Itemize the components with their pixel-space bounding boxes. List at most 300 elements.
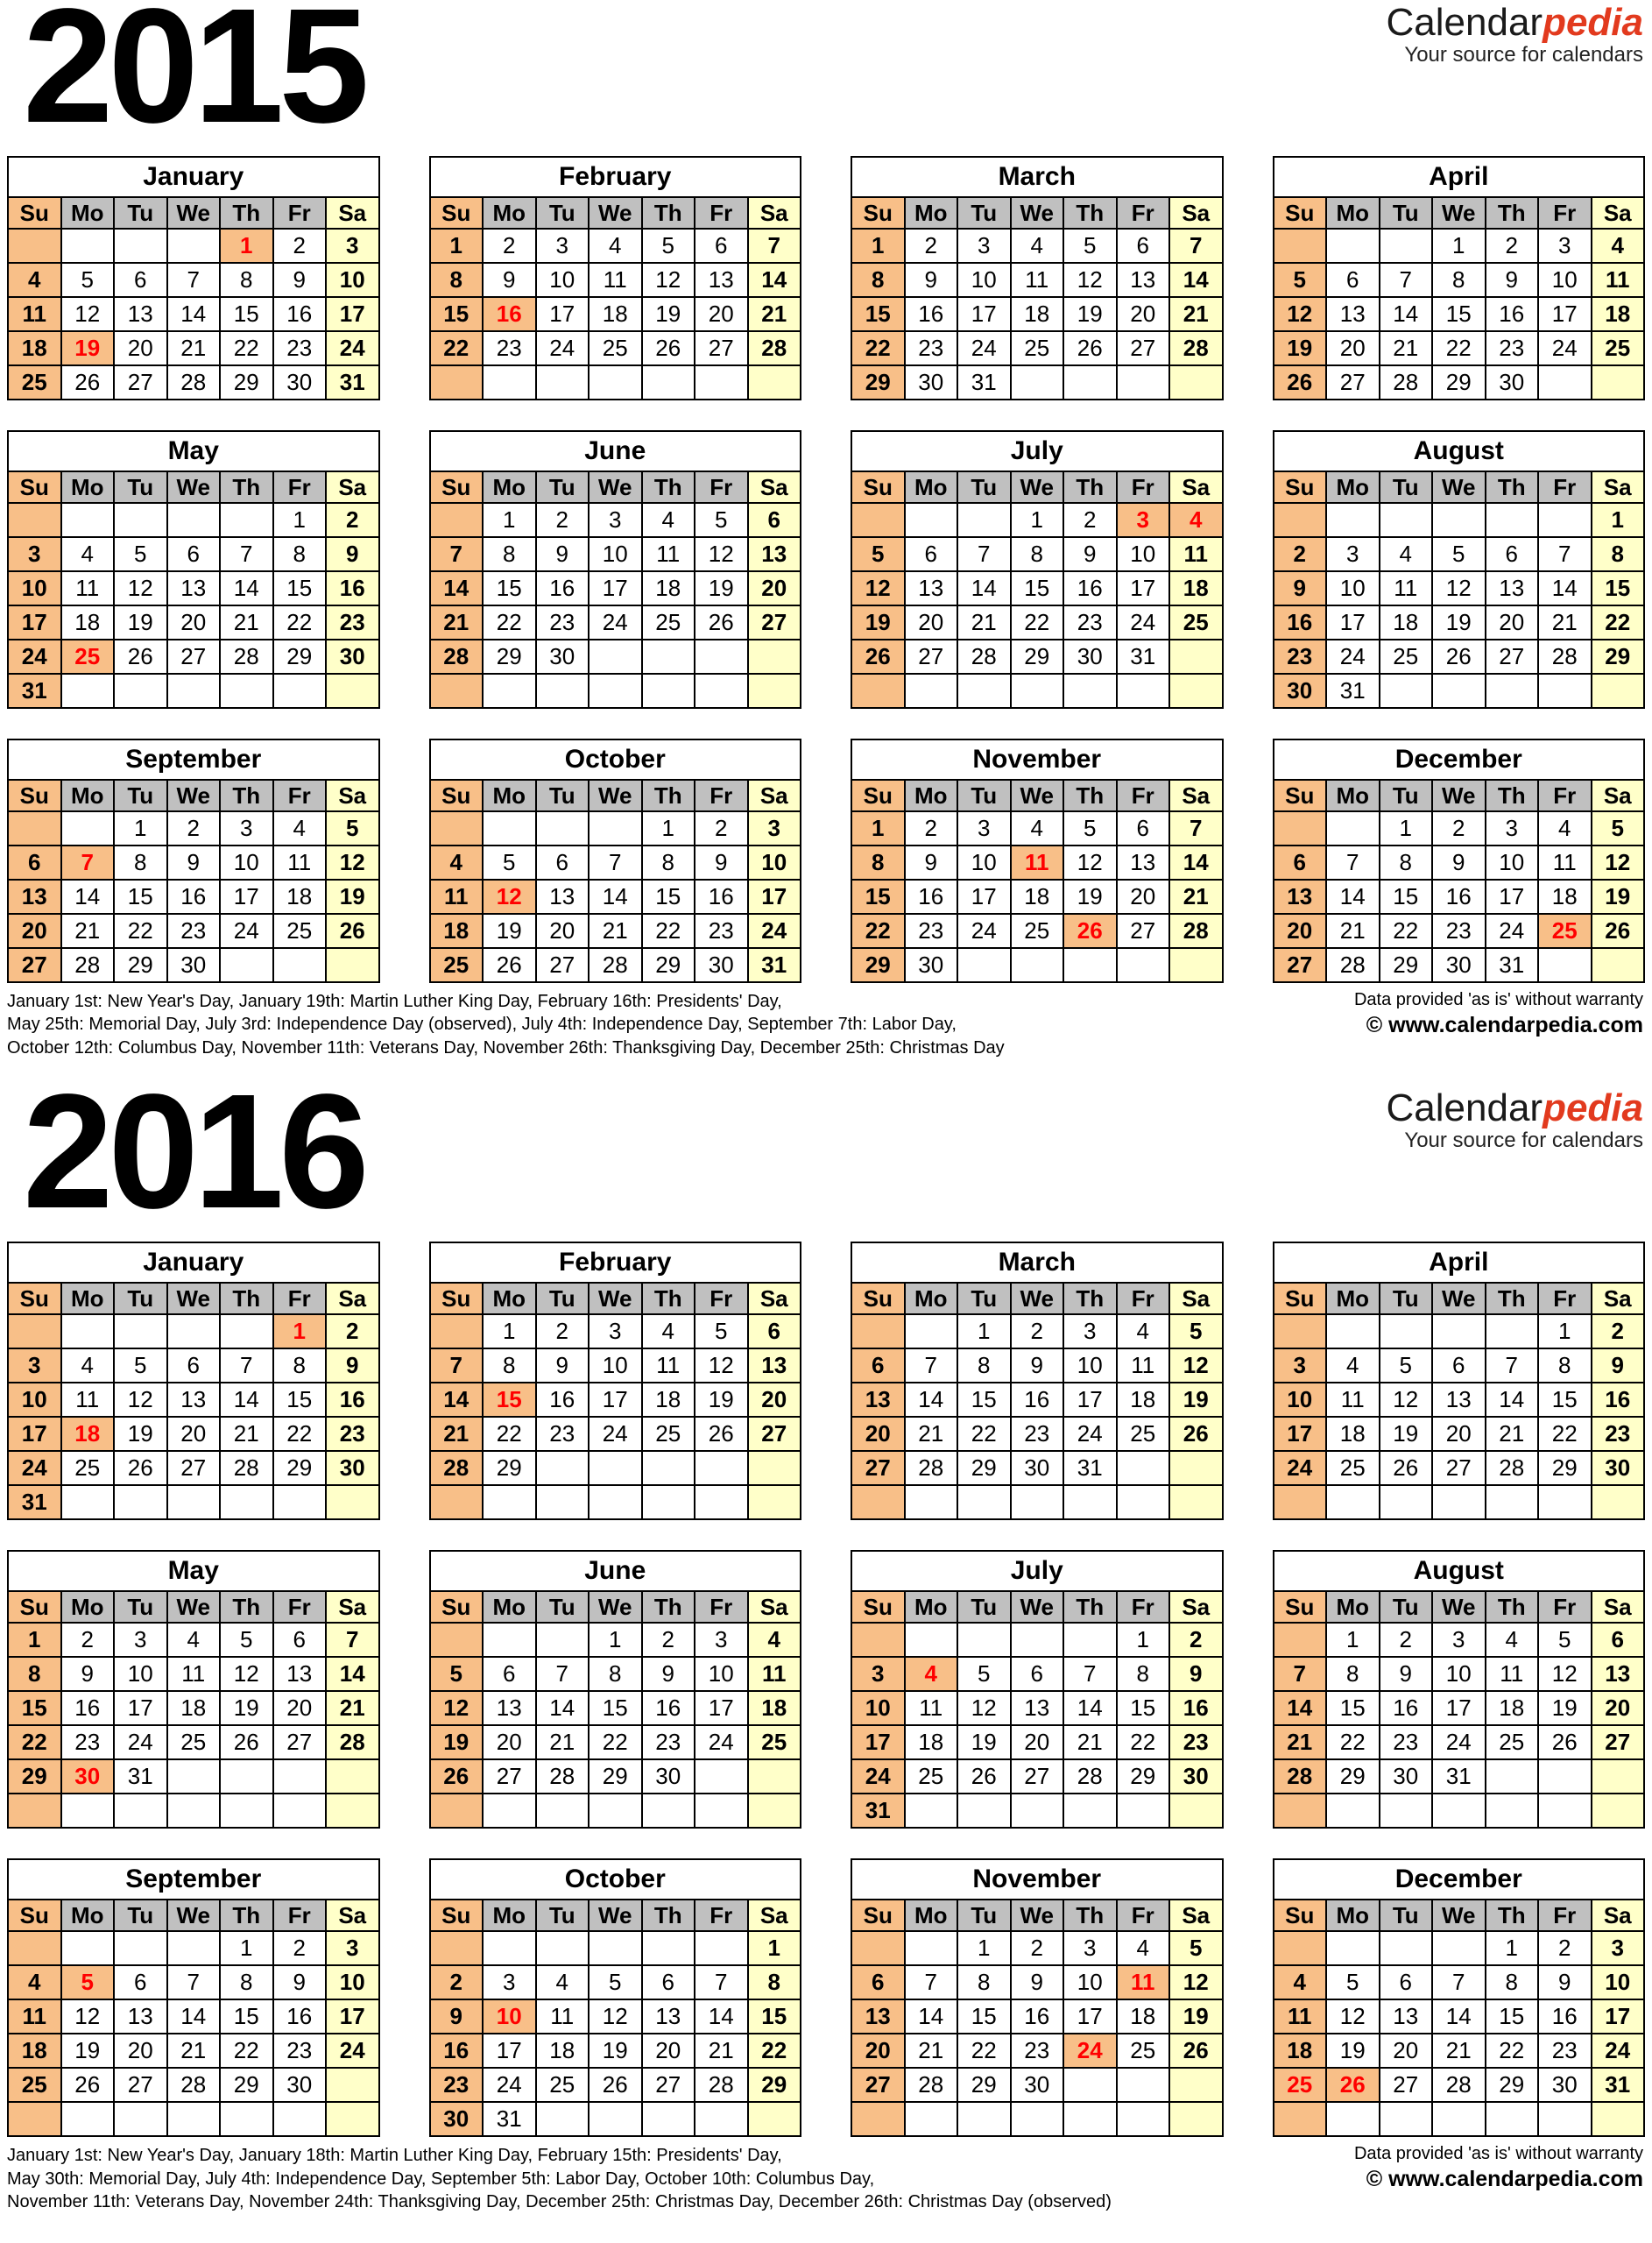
day-cell: 16 (1063, 571, 1117, 605)
day-cell: 17 (851, 1725, 905, 1759)
day-cell: 4 (273, 811, 327, 846)
day-cell-empty (61, 811, 115, 846)
dow-header-tu: Tu (536, 197, 589, 229)
dow-header-fr: Fr (1117, 1283, 1170, 1314)
day-cell: 20 (114, 331, 167, 365)
day-cell-empty (1486, 1794, 1539, 1828)
day-cell-empty (1380, 503, 1433, 537)
day-cell: 24 (748, 914, 801, 948)
day-cell-empty (1326, 1485, 1380, 1519)
month-table-april (1273, 156, 1646, 400)
day-cell: 27 (851, 2068, 905, 2102)
day-cell: 29 (851, 365, 905, 400)
day-cell: 27 (8, 948, 61, 982)
day-cell: 11 (273, 846, 327, 880)
dow-header-sa: Sa (748, 1283, 801, 1314)
day-cell: 27 (167, 1451, 221, 1485)
day-cell: 28 (1326, 948, 1380, 982)
day-cell: 22 (483, 1417, 536, 1451)
day-cell: 8 (1326, 1657, 1380, 1691)
day-cell-empty (1380, 674, 1433, 708)
dow-header-we: We (1432, 471, 1486, 503)
day-cell-empty (8, 2102, 61, 2136)
day-cell: 26 (957, 1759, 1011, 1794)
day-cell: 22 (748, 2034, 801, 2068)
day-cell: 13 (1380, 1999, 1433, 2034)
day-cell: 14 (220, 571, 273, 605)
day-cell: 29 (483, 1451, 536, 1485)
dow-header-th: Th (642, 1283, 695, 1314)
day-cell: 3 (1063, 1931, 1117, 1965)
day-cell: 20 (1486, 605, 1539, 640)
day-cell: 2 (61, 1623, 115, 1657)
day-cell: 27 (1432, 1451, 1486, 1485)
dow-header-th: Th (1063, 1591, 1117, 1623)
day-cell: 29 (114, 948, 167, 982)
day-cell: 6 (8, 846, 61, 880)
day-cell-empty (167, 2102, 221, 2136)
day-cell: 1 (220, 1931, 273, 1965)
day-cell: 9 (536, 537, 589, 571)
day-cell: 9 (1432, 846, 1486, 880)
day-cell: 1 (1380, 811, 1433, 846)
dow-header-sa: Sa (1169, 1283, 1223, 1314)
day-cell: 17 (1592, 1999, 1645, 2034)
day-cell: 3 (8, 537, 61, 571)
day-cell: 13 (1117, 263, 1170, 297)
day-cell: 7 (220, 1348, 273, 1383)
dow-header-fr: Fr (695, 471, 748, 503)
day-cell: 12 (114, 571, 167, 605)
day-cell: 20 (1117, 297, 1170, 331)
day-cell: 7 (1063, 1657, 1117, 1691)
dow-header-su: Su (851, 471, 905, 503)
day-cell: 10 (851, 1691, 905, 1725)
day-cell-empty (1063, 2102, 1117, 2136)
day-cell: 22 (8, 1725, 61, 1759)
day-cell: 21 (1432, 2034, 1486, 2068)
dow-header-sa: Sa (1169, 1900, 1223, 1931)
day-cell: 17 (589, 1383, 642, 1417)
day-cell: 12 (1169, 1348, 1223, 1383)
day-cell: 19 (61, 2034, 115, 2068)
day-cell-empty (61, 503, 115, 537)
day-cell: 9 (326, 537, 379, 571)
day-cell-empty (326, 2102, 379, 2136)
day-cell: 26 (1063, 331, 1117, 365)
day-cell-empty (1380, 1314, 1433, 1348)
day-cell: 6 (1432, 1348, 1486, 1383)
day-cell: 29 (273, 640, 327, 674)
day-cell: 25 (1169, 605, 1223, 640)
day-cell-empty (905, 2102, 958, 2136)
day-cell: 19 (851, 605, 905, 640)
day-cell: 15 (430, 297, 484, 331)
dow-header-su: Su (430, 197, 484, 229)
dow-header-su: Su (430, 780, 484, 811)
year-header-2016 (7, 1061, 1645, 1243)
dow-header-we: We (1011, 1283, 1064, 1314)
dow-header-fr: Fr (1538, 1900, 1592, 1931)
day-cell: 31 (8, 1485, 61, 1519)
day-cell: 18 (589, 297, 642, 331)
day-cell: 21 (167, 331, 221, 365)
day-cell-empty (483, 1931, 536, 1965)
day-cell: 9 (483, 263, 536, 297)
dow-header-we: We (1432, 780, 1486, 811)
day-cell-empty (114, 1794, 167, 1828)
dow-header-we: We (1432, 1900, 1486, 1931)
day-cell: 29 (1117, 1759, 1170, 1794)
day-cell: 6 (1117, 229, 1170, 263)
day-cell: 14 (1063, 1691, 1117, 1725)
day-cell: 13 (167, 571, 221, 605)
day-cell: 18 (8, 331, 61, 365)
dow-header-mo: Mo (61, 197, 115, 229)
day-cell-empty (1063, 365, 1117, 400)
day-cell: 1 (1011, 503, 1064, 537)
day-cell: 22 (430, 331, 484, 365)
day-cell: 19 (1538, 1691, 1592, 1725)
dow-header-tu: Tu (1380, 780, 1433, 811)
month-title: March (851, 157, 1223, 197)
day-cell: 8 (748, 1965, 801, 1999)
warranty-note: Data provided 'as is' without warranty (1353, 990, 1643, 1009)
day-cell: 30 (273, 2068, 327, 2102)
day-cell-empty (1592, 2102, 1645, 2136)
day-cell-empty (851, 1314, 905, 1348)
logo-brand (1386, 1, 1643, 44)
day-cell: 4 (1117, 1931, 1170, 1965)
day-cell-empty (1592, 948, 1645, 982)
day-cell: 14 (536, 1691, 589, 1725)
day-cell-empty (430, 1794, 484, 1828)
day-cell-empty (642, 1794, 695, 1828)
day-cell: 5 (1326, 1965, 1380, 1999)
day-cell: 25 (589, 331, 642, 365)
day-cell: 12 (1326, 1999, 1380, 2034)
day-cell-empty (1380, 2102, 1433, 2136)
day-cell-empty (1592, 1485, 1645, 1519)
day-cell: 17 (1063, 1999, 1117, 2034)
year-footer-2016 (7, 2144, 1645, 2213)
day-cell: 6 (1326, 263, 1380, 297)
day-cell: 17 (326, 1999, 379, 2034)
day-cell: 18 (1326, 1417, 1380, 1451)
day-cell: 7 (905, 1965, 958, 1999)
day-cell: 8 (1380, 846, 1433, 880)
day-cell: 27 (1486, 640, 1539, 674)
day-cell: 27 (1117, 914, 1170, 948)
day-cell: 4 (589, 229, 642, 263)
day-cell: 1 (957, 1931, 1011, 1965)
day-cell: 26 (1274, 365, 1327, 400)
legend-line: May 25th: Memorial Day, July 3rd: Independence Day (observed), July 4th: Independence Day, September 7th: Labor Day, (7, 1015, 957, 1035)
day-cell: 26 (326, 914, 379, 948)
dow-header-mo: Mo (61, 780, 115, 811)
day-cell: 28 (1063, 1759, 1117, 1794)
day-cell: 12 (1592, 846, 1645, 880)
day-cell: 30 (326, 1451, 379, 1485)
day-cell: 15 (273, 571, 327, 605)
day-cell: 17 (483, 2034, 536, 2068)
day-cell: 24 (957, 331, 1011, 365)
day-cell-empty (748, 365, 801, 400)
day-cell: 19 (1169, 1383, 1223, 1417)
day-cell: 6 (536, 846, 589, 880)
day-cell: 24 (1486, 914, 1539, 948)
day-cell: 24 (1117, 605, 1170, 640)
dow-header-th: Th (220, 1283, 273, 1314)
day-cell: 10 (220, 846, 273, 880)
day-cell: 9 (1011, 1348, 1064, 1383)
day-cell-empty (430, 503, 484, 537)
day-cell: 8 (1011, 537, 1064, 571)
dow-header-th: Th (220, 471, 273, 503)
day-cell-empty (167, 674, 221, 708)
day-cell: 9 (1486, 263, 1539, 297)
day-cell: 12 (589, 1999, 642, 2034)
day-cell: 27 (905, 640, 958, 674)
day-cell-empty (536, 1931, 589, 1965)
day-cell-empty (1486, 1314, 1539, 1348)
day-cell-empty (589, 1485, 642, 1519)
dow-header-sa: Sa (748, 197, 801, 229)
dow-header-we: We (589, 1591, 642, 1623)
day-cell: 1 (589, 1623, 642, 1657)
day-cell-empty (8, 1794, 61, 1828)
day-cell-empty (642, 365, 695, 400)
day-cell: 3 (1274, 1348, 1327, 1383)
dow-header-sa: Sa (1592, 197, 1645, 229)
dow-header-th: Th (220, 780, 273, 811)
day-cell: 11 (1486, 1657, 1539, 1691)
day-cell: 7 (1169, 229, 1223, 263)
dow-header-fr: Fr (273, 1283, 327, 1314)
dow-header-sa: Sa (1169, 780, 1223, 811)
dow-header-mo: Mo (1326, 471, 1380, 503)
day-cell-empty (1117, 2068, 1170, 2102)
day-cell: 15 (957, 1383, 1011, 1417)
day-cell: 29 (1592, 640, 1645, 674)
day-cell: 9 (61, 1657, 115, 1691)
dow-header-th: Th (642, 1591, 695, 1623)
day-cell: 15 (114, 880, 167, 914)
month-title: September (8, 1859, 379, 1900)
day-cell: 27 (1326, 365, 1380, 400)
day-cell: 26 (1380, 1451, 1433, 1485)
day-cell-empty (957, 2102, 1011, 2136)
dow-header-tu: Tu (957, 1591, 1011, 1623)
dow-header-we: We (1432, 1591, 1486, 1623)
day-cell: 31 (1117, 640, 1170, 674)
month-title: July (851, 1551, 1223, 1591)
dow-header-sa: Sa (1169, 197, 1223, 229)
day-cell: 13 (905, 571, 958, 605)
day-cell: 22 (589, 1725, 642, 1759)
day-cell-empty (957, 948, 1011, 982)
day-cell-empty (851, 1623, 905, 1657)
dow-header-tu: Tu (114, 197, 167, 229)
day-cell: 9 (167, 846, 221, 880)
dow-header-sa: Sa (1169, 1591, 1223, 1623)
month-table-november (851, 739, 1224, 983)
day-cell: 6 (114, 263, 167, 297)
day-cell: 15 (1380, 880, 1433, 914)
day-cell: 4 (430, 846, 484, 880)
day-cell: 20 (1326, 331, 1380, 365)
dow-header-su: Su (8, 471, 61, 503)
day-cell: 6 (748, 503, 801, 537)
dow-header-sa: Sa (326, 1591, 379, 1623)
day-cell: 6 (1274, 846, 1327, 880)
day-cell: 21 (1486, 1417, 1539, 1451)
day-cell: 2 (1011, 1931, 1064, 1965)
day-cell: 8 (851, 846, 905, 880)
day-cell-empty (589, 1794, 642, 1828)
day-cell-empty (326, 1759, 379, 1794)
day-cell: 29 (1380, 948, 1433, 982)
day-cell: 10 (8, 571, 61, 605)
day-cell-empty (1117, 2102, 1170, 2136)
day-cell: 16 (1274, 605, 1327, 640)
day-cell: 23 (695, 914, 748, 948)
day-cell-empty (1117, 365, 1170, 400)
day-cell-empty (326, 948, 379, 982)
day-cell: 29 (642, 948, 695, 982)
day-cell: 20 (1592, 1691, 1645, 1725)
day-cell: 3 (695, 1623, 748, 1657)
day-cell: 10 (8, 1383, 61, 1417)
day-cell: 9 (1380, 1657, 1433, 1691)
day-cell: 13 (1274, 880, 1327, 914)
dow-header-fr: Fr (1117, 197, 1170, 229)
day-cell: 9 (905, 846, 958, 880)
day-cell-empty (695, 365, 748, 400)
dow-header-su: Su (1274, 1591, 1327, 1623)
dow-header-sa: Sa (326, 1283, 379, 1314)
day-cell: 2 (695, 811, 748, 846)
day-cell: 16 (1486, 297, 1539, 331)
day-cell: 21 (326, 1691, 379, 1725)
legend-line: October 12th: Columbus Day, November 11th: Veterans Day, November 26th: Thanksgiving Day, December 25th: Christmas Day (7, 1037, 1005, 1058)
day-cell: 10 (957, 263, 1011, 297)
day-cell-empty (1380, 1485, 1433, 1519)
day-cell: 19 (114, 1417, 167, 1451)
day-cell: 20 (483, 1725, 536, 1759)
day-cell: 26 (1169, 2034, 1223, 2068)
day-cell: 1 (273, 1314, 327, 1348)
month-table-february (429, 1242, 802, 1520)
day-cell: 20 (905, 605, 958, 640)
day-cell: 17 (8, 605, 61, 640)
day-cell-empty (1063, 1794, 1117, 1828)
dow-header-tu: Tu (114, 471, 167, 503)
day-cell: 25 (1486, 1725, 1539, 1759)
day-cell-empty (1326, 1794, 1380, 1828)
dow-header-we: We (589, 1900, 642, 1931)
day-cell: 12 (61, 297, 115, 331)
day-cell: 27 (1274, 948, 1327, 982)
day-cell: 23 (1432, 914, 1486, 948)
dow-header-th: Th (220, 1900, 273, 1931)
day-cell: 13 (114, 297, 167, 331)
month-table-september (7, 739, 380, 983)
day-cell: 14 (220, 1383, 273, 1417)
day-cell: 22 (1011, 605, 1064, 640)
day-cell-empty (1592, 1759, 1645, 1794)
day-cell: 11 (1169, 537, 1223, 571)
dow-header-fr: Fr (695, 197, 748, 229)
day-cell: 10 (1592, 1965, 1645, 1999)
dow-header-su: Su (8, 1900, 61, 1931)
day-cell: 14 (695, 1999, 748, 2034)
dow-header-sa: Sa (1592, 780, 1645, 811)
day-cell-empty (8, 229, 61, 263)
day-cell: 18 (1011, 297, 1064, 331)
dow-header-sa: Sa (748, 471, 801, 503)
day-cell: 18 (1169, 571, 1223, 605)
day-cell: 17 (1117, 571, 1170, 605)
day-cell: 31 (1063, 1451, 1117, 1485)
month-table-september (7, 1858, 380, 2137)
dow-header-tu: Tu (957, 471, 1011, 503)
day-cell-empty (273, 1759, 327, 1794)
day-cell-empty (642, 674, 695, 708)
day-cell: 11 (905, 1691, 958, 1725)
day-cell: 8 (273, 1348, 327, 1383)
day-cell-empty (273, 1794, 327, 1828)
day-cell: 22 (273, 1417, 327, 1451)
month-title: June (430, 431, 801, 471)
dow-header-tu: Tu (1380, 1591, 1433, 1623)
dow-header-th: Th (1063, 1283, 1117, 1314)
month-table-october (429, 1858, 802, 2137)
day-cell: 14 (167, 1999, 221, 2034)
day-cell: 29 (748, 2068, 801, 2102)
month-title: September (8, 739, 379, 780)
day-cell: 2 (905, 811, 958, 846)
dow-header-fr: Fr (1538, 1591, 1592, 1623)
day-cell: 8 (483, 1348, 536, 1383)
day-cell: 19 (695, 1383, 748, 1417)
day-cell: 14 (1326, 880, 1380, 914)
day-cell: 19 (642, 297, 695, 331)
day-cell: 20 (1380, 2034, 1433, 2068)
day-cell: 27 (114, 365, 167, 400)
dow-header-we: We (1011, 1900, 1064, 1931)
month-table-october (429, 739, 802, 983)
day-cell: 18 (642, 1383, 695, 1417)
day-cell: 21 (589, 914, 642, 948)
month-table-february (429, 156, 802, 400)
day-cell-empty (220, 674, 273, 708)
day-cell: 1 (1592, 503, 1645, 537)
day-cell-empty (1486, 503, 1539, 537)
year-section-2015 (7, 0, 1645, 1059)
day-cell: 6 (1380, 1965, 1433, 1999)
day-cell: 27 (695, 331, 748, 365)
day-cell-empty (1063, 948, 1117, 982)
dow-header-su: Su (1274, 471, 1327, 503)
day-cell: 18 (1011, 880, 1064, 914)
month-title: April (1274, 1242, 1645, 1283)
day-cell: 5 (1538, 1623, 1592, 1657)
day-cell: 14 (748, 263, 801, 297)
dow-header-we: We (167, 780, 221, 811)
day-cell-empty (1432, 1314, 1486, 1348)
day-cell: 15 (483, 571, 536, 605)
